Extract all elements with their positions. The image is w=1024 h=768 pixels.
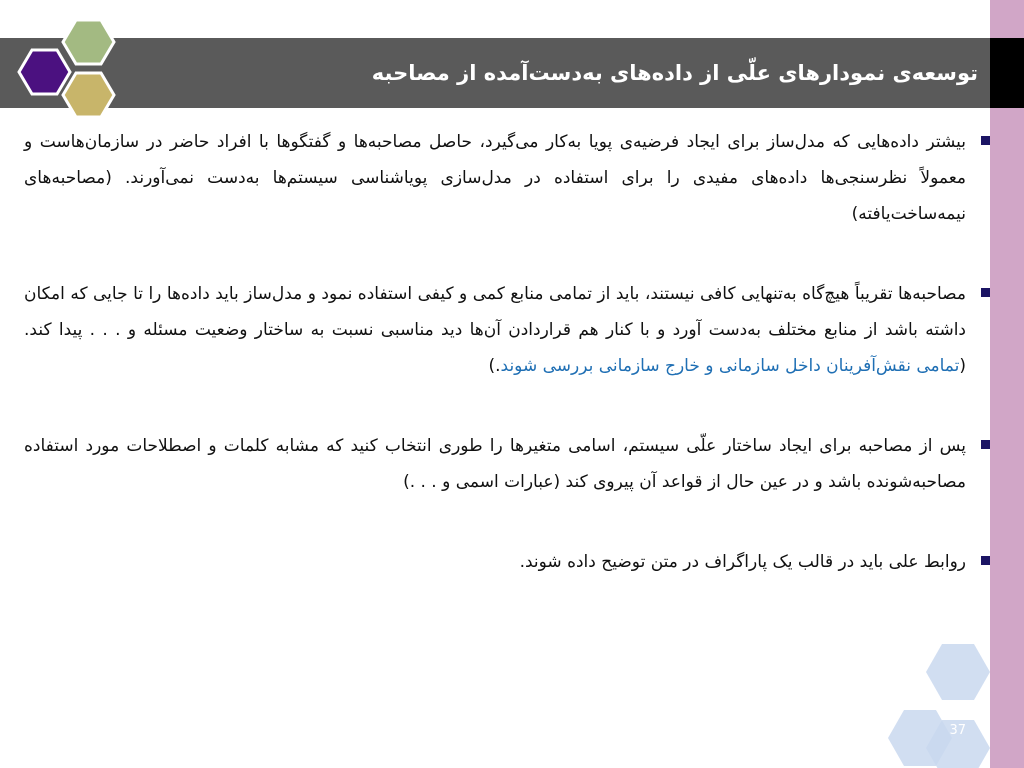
bullet-text-tail: .): [488, 356, 501, 376]
title-bar-end-tab: [990, 38, 1024, 108]
bullet-text: مصاحبه‌ها تقریباً هیچ‌گاه به‌تنهایی کافی نیستند، باید از تمامی منابع کمی و کیفی استفاده نمود و مدل‌ساز باید داده‌ها را تا جایی که امکان داشته باشد از منابع مختلف به‌دست آورد و با کنار هم قراردادن آن‌ها دید مناسبی نسبت به ساختار وضعیت مسئله و . . . پیدا کند. (: [24, 284, 966, 376]
bullet-list: [24, 124, 992, 624]
light-blue-hexagon: [926, 644, 990, 700]
bullet-text: روابط علی باید در قالب یک پاراگراف در متن توضیح داده شوند.: [519, 552, 966, 572]
slide-title: توسعه‌ی نمودارهای علّی از داده‌های به‌دست‌آمده از مصاحبه: [371, 61, 978, 85]
purple-hexagon: [19, 50, 70, 94]
decorative-hexagons-icon: [854, 638, 994, 768]
bullet-marker-icon: [981, 556, 990, 565]
bullet-highlight-text: تمامی نقش‌آفرینان داخل سازمانی و خارج سازمانی بررسی شوند: [500, 356, 960, 376]
bullet-item: [24, 124, 992, 232]
bullet-marker-icon: [981, 136, 990, 145]
bullet-marker-icon: [981, 288, 990, 297]
bullet-item: [24, 544, 992, 580]
right-accent-stripe: [990, 0, 1024, 768]
bullet-marker-icon: [981, 440, 990, 449]
bullet-item: [24, 276, 992, 384]
page-number: 37: [949, 723, 966, 738]
khaki-hexagon: [63, 73, 114, 117]
hexagon-logo-icon: [0, 0, 120, 125]
green-hexagon: [63, 20, 114, 64]
bullet-text: بیشتر داده‌هایی که مدل‌ساز برای ایجاد فرضیه‌ی پویا به‌کار می‌گیرد، حاصل مصاحبه‌ها و گفتگوها با افراد حاضر در سازمان‌هاست و معمولاً نظرسنجی‌ها داده‌های مفیدی را برای استفاده در مدل‌سازی پویاشناسی سیستم‌ها به‌دست نمی‌آورند. (مصاحبه‌های نیمه‌ساخت‌یافته): [24, 132, 966, 224]
bullet-text: پس از مصاحبه برای ایجاد ساختار علّی سیستم، اسامی متغیرها را طوری انتخاب کنید که مشابه کلمات و اصطلاحات مورد استفاده مصاحبه‌شونده باشد و در عین حال از قواعد آن پیروی کند (عبارات اسمی و . . .): [24, 436, 966, 492]
bullet-item: [24, 428, 992, 500]
